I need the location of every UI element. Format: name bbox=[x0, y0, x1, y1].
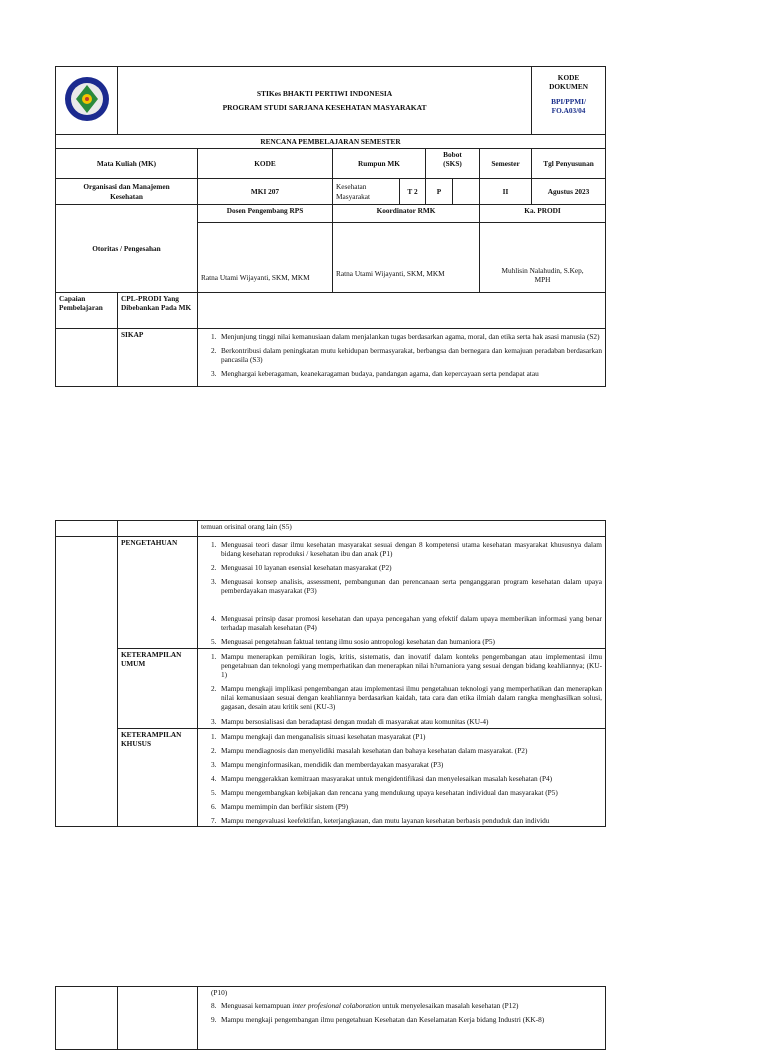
kode-header: KODE bbox=[198, 149, 333, 179]
course-name-line-2: Kesehatan bbox=[110, 191, 143, 201]
ket-umum-line-2: UMUM bbox=[121, 658, 146, 668]
kaprodi-name bbox=[480, 223, 606, 293]
ket-umum-item: 3. Mampu bersosialisasi dan beradaptasi dengan mudah di masyarakat atau komunitas (KU-4) bbox=[211, 716, 489, 726]
ket-khusus-item: 8. Menguasai kemampuan inter profesional colaboration untuk menyelesaikan masalah kesehatan (P12) bbox=[211, 1001, 519, 1011]
pengetahuan-label: PENGETAHUAN bbox=[118, 537, 198, 649]
ket-khusus-item: 4. Mampu menggerakkan kemitraan masyarakat untuk mengidentifikasi dan menyelesaikan masalah kesehatan (P4) bbox=[211, 773, 553, 783]
otoritas-label: Otoritas / Pengesahan bbox=[56, 205, 198, 293]
cpl-empty bbox=[198, 293, 606, 329]
course-code: MKI 207 bbox=[198, 179, 333, 205]
ket-khusus-line-2: KHUSUS bbox=[121, 738, 152, 748]
cpl-table-page-2 bbox=[55, 520, 606, 827]
cpl-prodi-label: CPL-PRODI Yang Dibebankan Pada MK bbox=[118, 293, 198, 329]
sikap-item: 2. Berkontribusi dalam peningkatan mutu kehidupan bermasyarakat, berbangsa dan bernegara dan kemajuan peradaban berdasarkan pancasila (S3) bbox=[211, 346, 603, 365]
capaian-label bbox=[56, 293, 118, 329]
cpl-table-page-3 bbox=[55, 986, 606, 1050]
pengetahuan-item: 1. Menguasai teori dasar ilmu kesehatan masyarakat sesuai dengan 8 kompetensi utama kesehatan masyarakat khususnya dalam bidang kesehatan reproduksi / kesehatan ibu dan anak (P1) bbox=[211, 540, 602, 559]
ket-khusus-list-cont bbox=[201, 1001, 602, 1024]
capaian-line-1: Capaian bbox=[59, 294, 86, 303]
ket-khusus-items-cell bbox=[198, 728, 606, 827]
institution-title-cell bbox=[118, 67, 532, 135]
sikap-label: SIKAP bbox=[118, 329, 198, 387]
program-name: PROGRAM STUDI SARJANA KESEHATAN MASYARAKAT bbox=[222, 102, 427, 112]
ket-khusus-item: 9. Mampu mengkaji pengembangan ilmu pengetahuan Kesehatan dan Keselamatan Kerja bidang Industri (KK-8) bbox=[211, 1015, 545, 1025]
p2-label-blank bbox=[118, 521, 198, 537]
doc-title: RENCANA PEMBELAJARAN SEMESTER bbox=[56, 135, 606, 149]
kaprodi-name-line-2: MPH bbox=[534, 274, 551, 284]
bobot-header bbox=[426, 149, 480, 179]
pengetahuan-item: 3. Menguasai konsep analisis, assessment, pembangunan dan perencanaan serta penganggaran program kesehatan dalam upaya pemberdayakan masyarakat (P3) bbox=[211, 577, 602, 596]
course-semester: II bbox=[480, 179, 532, 205]
pengetahuan-items-cell bbox=[198, 537, 606, 649]
ket-khusus-item: 7. Mampu mengevaluasi keefektifan, keterjangkauan, dan mutu layanan kesehatan berbasis penduduk dan individu bbox=[211, 816, 550, 826]
p2-left-col bbox=[56, 537, 118, 827]
course-bobot-p: P bbox=[426, 179, 453, 205]
doc-code-cell bbox=[532, 67, 606, 135]
ket-umum-item: 1. Mampu menerapkan pemikiran logis, kritis, sistematis, dan inovatif dalam konteks pengembangan atau implementasi ilmu pengetahuan dan teknologi yang memperhatikan dan menerapkan nilai h?umaniora yang sesuai dengan bidang keahliannya; (KU-1) bbox=[211, 651, 602, 680]
ket-umum-list bbox=[201, 652, 602, 726]
sikap-list bbox=[201, 332, 602, 378]
course-bobot-t: T 2 bbox=[400, 179, 426, 205]
ket-khusus-continuation: (P10) bbox=[211, 988, 228, 997]
ket-umum-item: 2. Mampu mengkaji implikasi pengembangan atau implementasi ilmu pengetahuan teknologi yang memperhatikan dan menerapkan nilai kemanusiaan sesuai dengan keahliannya berdasarkan kaidah, tata cara dan etika ilmiah dalam rangka menghasilkan solusi, gagasan, desain atau kritik seni (KU-3) bbox=[211, 684, 602, 712]
dosen-name: Ratna Utami Wijayanti, SKM, MKM bbox=[198, 223, 333, 293]
ket-khusus-label bbox=[118, 728, 198, 827]
course-bobot-empty bbox=[453, 179, 480, 205]
p2-left-blank bbox=[56, 521, 118, 537]
ket-umum-items-cell bbox=[198, 648, 606, 728]
kaprodi-label: Ka. PRODI bbox=[480, 205, 606, 223]
ket-khusus-item: 1. Mampu mengkaji dan menganalisis situasi kesehatan masyarakat (P1) bbox=[211, 731, 426, 741]
page-2 bbox=[55, 520, 605, 827]
koordinator-label: Koordinator RMK bbox=[333, 205, 480, 223]
p3-label-blank bbox=[118, 987, 198, 1050]
ket-khusus-item: 3. Mampu menginformasikan, mendidik dan memberdayakan masyarakat (P3) bbox=[211, 759, 444, 769]
sikap-continuation: temuan orisinal orang lain (S5) bbox=[198, 521, 606, 537]
pengetahuan-item: 2. Menguasai 10 layanan esensial kesehatan masyarakat (P2) bbox=[211, 563, 392, 573]
pengetahuan-item: 5. Menguasai pengetahuan faktual tentang ilmu sosio antropologi kesehatan dan humaniora (P5) bbox=[211, 636, 495, 646]
institution-logo-icon bbox=[64, 76, 110, 122]
pengetahuan-item: 4. Menguasai prinsip dasar promosi kesehatan dan upaya pencegahan yang efektif dalam upaya memberikan informasi yang benar terhadap masalah kesehatan (P4) bbox=[211, 613, 602, 632]
ket-umum-line-1: KETERAMPILAN bbox=[121, 649, 182, 659]
rps-header-table bbox=[55, 66, 606, 387]
capaian-line-2: Pembelajaran bbox=[59, 303, 103, 313]
ket-khusus-item: 5. Mampu mengembangkan kebijakan dan rencana yang mendukung upaya kesehatan individual dan masyarakat (P5) bbox=[211, 788, 558, 798]
ket-khusus-list bbox=[201, 732, 602, 826]
course-name-line-1: Organisasi dan Manajemen bbox=[83, 182, 170, 192]
course-rumpun: Kesehatan Masyarakat bbox=[333, 179, 400, 205]
semester-header: Semester bbox=[480, 149, 532, 179]
ket-umum-label bbox=[118, 648, 198, 728]
pengetahuan-list bbox=[201, 540, 602, 646]
ket-khusus-item: 2. Mampu mendiagnosis dan menyelidiki masalah kesehatan dan bahaya kesehatan dalam masyarakat. (P2) bbox=[211, 745, 528, 755]
sikap-item: 1. Menjunjung tinggi nilai kemanusiaan dalam menjalankan tugas berdasarkan agama, moral, dan etika serta hak asasi manusia (S2) bbox=[211, 332, 600, 341]
doc-code-label-2: DOKUMEN bbox=[549, 82, 588, 92]
course-name bbox=[56, 179, 198, 205]
sikap-item: 3. Menghargai keberagaman, keanekaragaman budaya, pandangan agama, dan kepercayaan serta pendapat atau bbox=[211, 369, 539, 379]
dosen-label: Dosen Pengembang RPS bbox=[198, 205, 333, 223]
ket-khusus-item: 6. Mampu memimpin dan berfikir sistem (P9) bbox=[211, 802, 349, 812]
sikap-items-cell bbox=[198, 329, 606, 387]
institution-name: STIKes BHAKTI PERTIWI INDONESIA bbox=[256, 89, 393, 99]
koordinator-name: Ratna Utami Wijayanti, SKM, MKM bbox=[333, 223, 480, 293]
sks-label: (SKS) bbox=[443, 159, 462, 169]
rumpun-header: Rumpun MK bbox=[333, 149, 426, 179]
mk-header: Mata Kuliah (MK) bbox=[56, 149, 198, 179]
logo-cell bbox=[56, 67, 118, 135]
p3-left-blank bbox=[56, 987, 118, 1050]
kaprodi-name-line-1: Muhlisin Nalahudin, S.Kep, bbox=[501, 265, 584, 275]
doc-code-label: KODE bbox=[557, 73, 580, 82]
course-date: Agustus 2023 bbox=[532, 179, 606, 205]
page-1 bbox=[55, 66, 605, 387]
page-3 bbox=[55, 986, 605, 1050]
ket-khusus-continuation-cell bbox=[198, 987, 606, 1050]
ket-khusus-line-1: KETERAMPILAN bbox=[121, 729, 182, 739]
doc-code-value-2: FO.A03/04 bbox=[551, 106, 586, 116]
cpl-left-blank bbox=[56, 329, 118, 387]
doc-code-value: BPI/PPMI/ bbox=[551, 97, 586, 107]
bobot-label: Bobot bbox=[443, 150, 462, 159]
tgl-header: Tgl Penyusunan bbox=[532, 149, 606, 179]
